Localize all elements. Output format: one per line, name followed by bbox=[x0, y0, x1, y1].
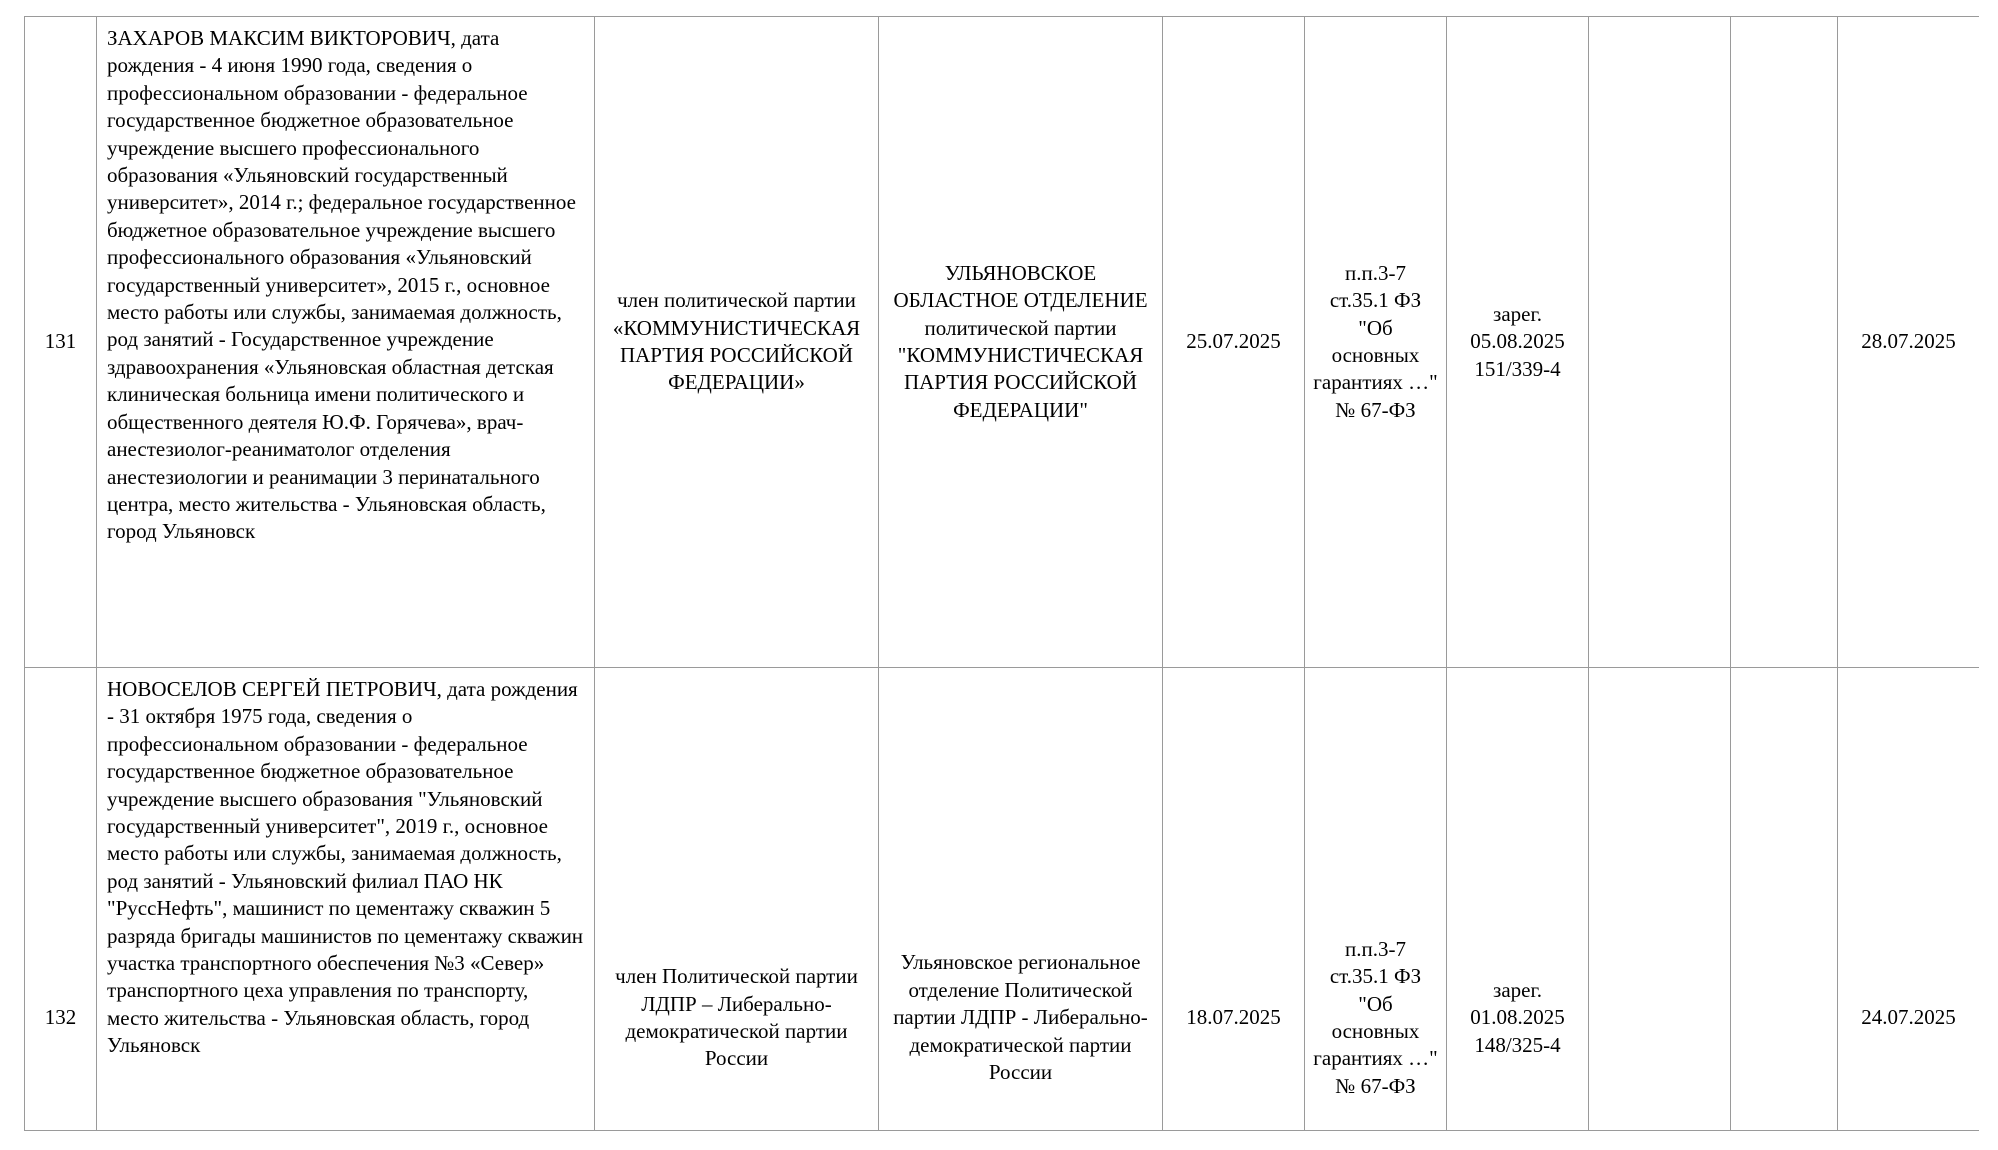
cell-legal-basis: п.п.3-7 ст.35.1 ФЗ "Об основных гарантиях …" № 67-ФЗ bbox=[1305, 17, 1447, 668]
cell-party-membership: член политической партии «КОММУНИСТИЧЕСКАЯ ПАРТИЯ РОССИЙСКОЙ ФЕДЕРАЦИИ» bbox=[595, 17, 879, 668]
cell-nominated-by: Ульяновское региональное отделение Политической партии ЛДПР - Либерально-демократической партии России bbox=[879, 668, 1163, 1132]
cell-candidate-info: ЗАХАРОВ МАКСИМ ВИКТОРОВИЧ, дата рождения - 4 июня 1990 года, сведения о профессиональном образовании - федеральное государственное бюджетное образовательное учреждение высшего профессионального образования «Ульяновский государственный университет», 2014 г.; федеральное государственное бюджетное образовательное учреждение высшего профессионального образования «Ульяновский государственный университет», 2015 г., основное место работы или службы, занимаемая должность, род занятий - Государственное учреждение здравоохранения «Ульяновская областная детская клиническая больница имени политического и общественного деятеля Ю.Ф. Горячева», врач-анестезиолог-реаниматолог отделения анестезиологии и реанимации 3 перинатального центра, место жительства - Ульяновская область, город Ульяновск bbox=[97, 17, 595, 668]
cell-date: 24.07.2025 bbox=[1838, 668, 1980, 1132]
cell-empty bbox=[1731, 17, 1838, 668]
cell-number: 131 bbox=[25, 17, 97, 668]
cell-empty bbox=[1589, 17, 1731, 668]
cell-nomination-date: 18.07.2025 bbox=[1163, 668, 1305, 1132]
cell-number: 132 bbox=[25, 668, 97, 1132]
candidates-table bbox=[24, 16, 1979, 1131]
cell-party-membership: член Политической партии ЛДПР – Либерально-демократической партии России bbox=[595, 668, 879, 1132]
table-row bbox=[25, 668, 1980, 1132]
cell-empty bbox=[1731, 668, 1838, 1132]
cell-registration-status: зарег. 05.08.2025 151/339-4 bbox=[1447, 17, 1589, 668]
cell-date: 28.07.2025 bbox=[1838, 17, 1980, 668]
table-row bbox=[25, 17, 1980, 668]
cell-legal-basis: п.п.3-7 ст.35.1 ФЗ "Об основных гарантиях …" № 67-ФЗ bbox=[1305, 668, 1447, 1132]
cell-candidate-info: НОВОСЕЛОВ СЕРГЕЙ ПЕТРОВИЧ, дата рождения - 31 октября 1975 года, сведения о профессиональном образовании - федеральное государственное бюджетное образовательное учреждение высшего образования "Ульяновский государственный университет", 2019 г., основное место работы или службы, занимаемая должность, род занятий - Ульяновский филиал ПАО НК "РуссНефть", машинист по цементажу скважин 5 разряда бригады машинистов по цементажу скважин участка транспортного обеспечения №3 «Север» транспортного цеха управления по транспорту, место жительства - Ульяновская область, город Ульяновск bbox=[97, 668, 595, 1132]
cell-nomination-date: 25.07.2025 bbox=[1163, 17, 1305, 668]
cell-empty bbox=[1589, 668, 1731, 1132]
cell-nominated-by: УЛЬЯНОВСКОЕ ОБЛАСТНОЕ ОТДЕЛЕНИЕ политической партии "КОММУНИСТИЧЕСКАЯ ПАРТИЯ РОССИЙСКОЙ ФЕДЕРАЦИИ" bbox=[879, 17, 1163, 668]
cell-registration-status: зарег. 01.08.2025 148/325-4 bbox=[1447, 668, 1589, 1132]
candidates-table-viewport bbox=[24, 16, 1979, 1131]
